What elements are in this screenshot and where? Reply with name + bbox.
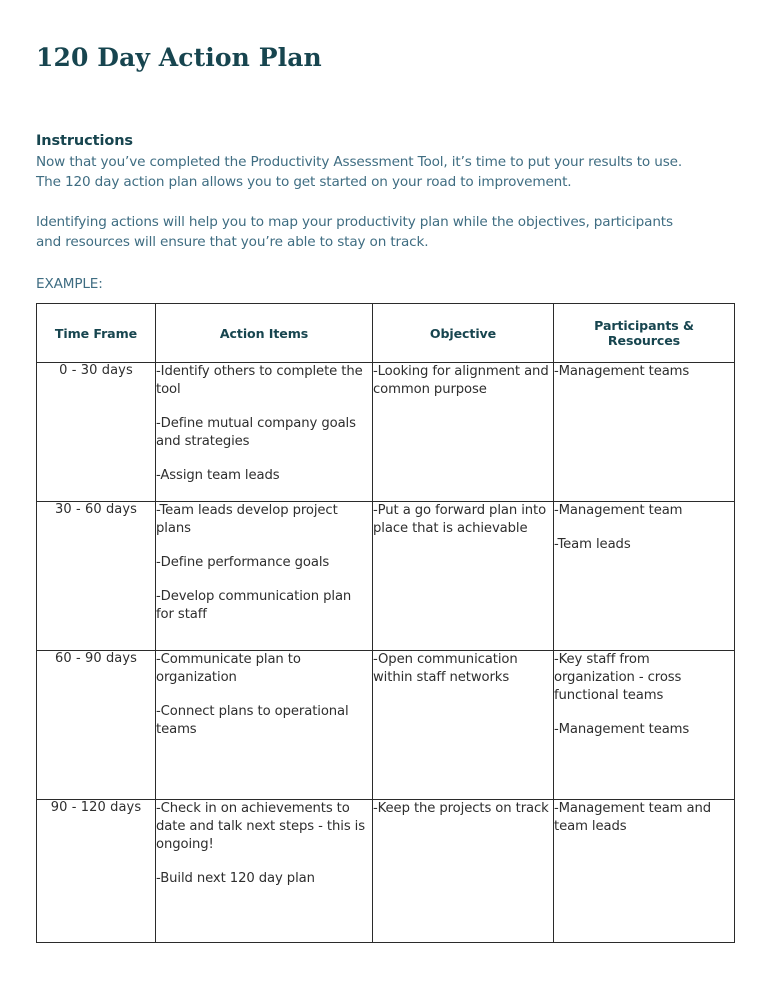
cell-time-frame: 60 - 90 days <box>37 651 156 800</box>
bullet-line: -Team leads develop project plans <box>156 503 338 536</box>
bullet-line: -Build next 120 day plan <box>156 870 315 886</box>
cell-time-frame: 30 - 60 days <box>37 502 156 651</box>
instructions-paragraph-1-line-2: The 120 day action plan allows you to get started on your road to improvement. <box>36 173 572 190</box>
column-header-time-frame: Time Frame <box>37 304 156 363</box>
bullet-line: -Management team <box>554 503 683 518</box>
bullet-line: -Open communication within staff networks <box>373 652 518 685</box>
bullet-line: -Management team and team leads <box>554 801 712 834</box>
bullet-line: -Define performance goals <box>156 554 330 570</box>
action-plan-table-container <box>36 303 734 943</box>
column-header-action-items: Action Items <box>156 304 373 363</box>
table-header <box>37 304 735 363</box>
cell-action-items <box>156 800 373 943</box>
column-header-objective: Objective <box>373 304 554 363</box>
bullet-line: -Check in on achievements to date and talk next steps - this is ongoing! <box>156 801 366 852</box>
bullet-line: -Key staff from organization - cross functional teams <box>554 652 682 703</box>
instructions-paragraph-2-line-2: and resources will ensure that you’re able to stay on track. <box>36 233 429 250</box>
bullet-line: -Develop communication plan for staff <box>156 588 352 622</box>
table-row <box>37 651 735 800</box>
cell-action-items <box>156 502 373 651</box>
bullet-line: -Put a go forward plan into place that is achievable <box>373 503 547 536</box>
cell-participants-resources <box>554 502 735 651</box>
cell-objective <box>373 800 554 943</box>
instructions-paragraph-1-line-1: Now that you’ve completed the Productivity Assessment Tool, it’s time to put your results to use. <box>36 154 683 171</box>
table-row <box>37 502 735 651</box>
bullet-line: -Team leads <box>554 536 631 552</box>
action-plan-table <box>36 303 735 943</box>
instructions-section <box>36 131 726 295</box>
instructions-heading: Instructions <box>36 133 133 149</box>
table-row <box>37 363 735 502</box>
cell-objective <box>373 502 554 651</box>
instructions-paragraph-2-line-1: Identifying actions will help you to map your productivity plan while the objectives, participants <box>36 213 673 230</box>
table-body <box>37 363 735 943</box>
bullet-line: -Assign team leads <box>156 467 280 483</box>
cell-participants-resources <box>554 800 735 943</box>
bullet-line: -Define mutual company goals and strategies <box>156 415 356 449</box>
cell-action-items <box>156 651 373 800</box>
bullet-line: -Management teams <box>554 364 690 379</box>
cell-objective <box>373 651 554 800</box>
bullet-line: -Looking for alignment and common purpose <box>373 364 549 397</box>
cell-time-frame: 90 - 120 days <box>37 800 156 943</box>
table-row <box>37 800 735 943</box>
cell-time-frame: 0 - 30 days <box>37 363 156 502</box>
bullet-line: -Management teams <box>554 721 690 737</box>
bullet-line: -Identify others to complete the tool <box>156 364 363 397</box>
page-title: 120 Day Action Plan <box>36 43 322 72</box>
table-header-row <box>37 304 735 363</box>
column-header-participants-resources: Participants & Resources <box>554 304 735 363</box>
bullet-line: -Connect plans to operational teams <box>156 703 349 737</box>
cell-participants-resources <box>554 651 735 800</box>
cell-action-items <box>156 363 373 502</box>
bullet-line: -Communicate plan to organization <box>156 652 301 685</box>
cell-objective <box>373 363 554 502</box>
bullet-line: -Keep the projects on track <box>373 801 549 816</box>
cell-participants-resources <box>554 363 735 502</box>
example-label: EXAMPLE: <box>36 275 103 292</box>
